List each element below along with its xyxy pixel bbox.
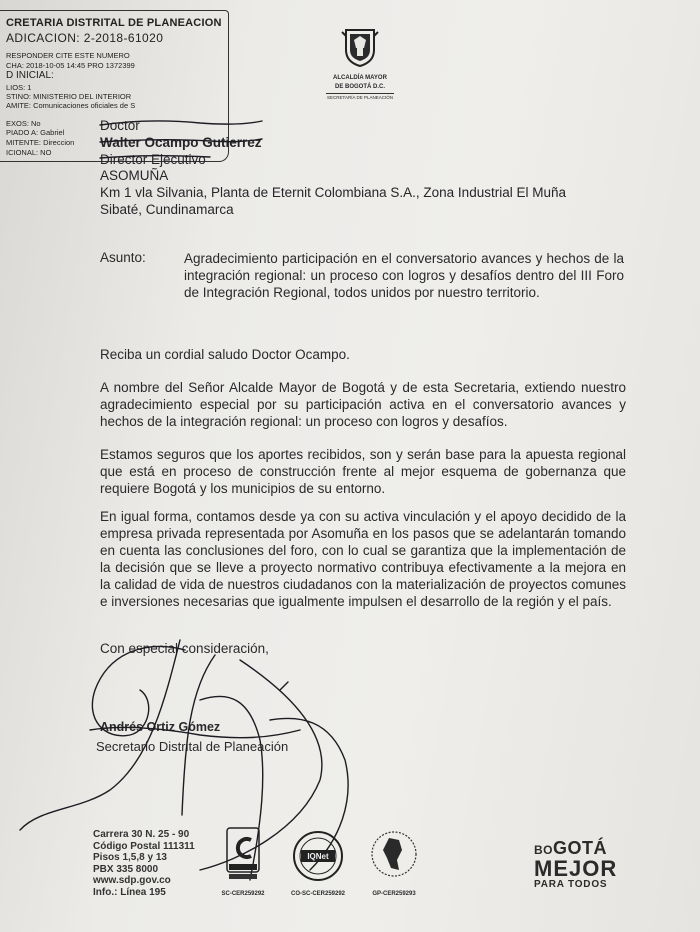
stamp-line: D INICIAL: [6,70,54,81]
brand-word: GOTÁ [553,838,607,858]
cert-code: GP-CER259293 [372,891,416,897]
recipient-city: Sibaté, Cundinamarca [100,202,234,217]
brand-line: MEJOR [534,856,618,881]
subject-label: Asunto: [100,250,146,265]
stamp-line: PIADO A: Gabriel [6,128,65,137]
stamp-line: STINO: MINISTERIO DEL INTERIOR [6,92,132,101]
coat-of-arms-icon [340,26,380,68]
greeting: Reciba un cordial saludo Doctor Ocampo. [100,347,350,362]
address-line: Carrera 30 N. 25 - 90 [93,829,190,840]
body-paragraph: En igual forma, contamos desde ya con su activa vinculación y el apoyo decidido de la empresa privada representada por Asomuña en los pasos que se adelantarán tomando en cuenta las conclusiones del foro, con lo cual se garantiza que la implementación de la decisión que se lleve a proyecto normativo contribuya efectivamente a la mejora en la calidad de vida de nuestros ciudadanos con la materialización de proyectos comunes e inversiones necesarias que igualmente impulsen el desarrollo de la región y el país. [100,509,626,609]
entity-name-line: DE BOGOTÁ D.C. [334,84,385,90]
iqnet-cert [282,828,354,897]
recipient-salutation: Doctor [100,118,140,133]
stamp-line: MITENTE: Direccion [6,138,75,147]
stamp-line: EXOS: No [6,119,41,128]
divider [326,93,394,94]
subject-text: Agradecimiento participación en el conversatorio avances y hechos de la integración regional: un proceso con logros y desafíos dentro del III Foro de Integración Regional, todos unidos por nuestro territorio. [184,251,624,300]
stamp-line: LIOS: 1 [6,83,32,92]
recipient-org: ASOMUÑA [100,168,169,183]
bogota-mejor-logo [534,838,644,890]
stamp-line: CHA: 2018-10-05 14:45 PRO 1372399 [6,61,135,70]
icontec-logo-icon [223,826,263,884]
brand-prefix: BO [534,843,553,857]
cert-code: CO-SC-CER259292 [290,891,346,897]
brand-line: PARA TODOS [534,879,608,890]
svg-text:IQNet: IQNet [307,852,329,861]
address-line: PBX 335 8000 [93,863,159,875]
body-paragraph: A nombre del Señor Alcalde Mayor de Bogotá y de esta Secretaria, extiendo nuestro agradecimiento especial por su participación activa en el conversatorio avances y hechos de la integración regional: un proceso con logros y desafíos. [100,380,626,429]
entity-name-line: ALCALDÍA MAYOR [333,75,387,81]
stamp-line: RESPONDER CITE ESTE NUMERO [6,51,130,60]
recipient-name: Walter Ocampo Gutierrez [100,135,262,150]
footer-address [93,829,195,898]
iqnet-logo-icon [292,828,344,884]
colombia-map-icon [369,828,419,884]
body-paragraph: Estamos seguros que los aportes recibidos, son y serán base para la apuesta regional que está en proceso de construcción frente al mejor esquema de gobernanza que requiere Bogotá y los municipios de su entorno. [100,447,626,496]
address-line: www.sdp.gov.co [93,875,171,886]
address-line: Pisos 1,5,8 y 13 [93,852,167,863]
signer-role: Secretario Distrital de Planeación [96,739,289,754]
entity-dept: SECRETARÍA DE PLANEACIÓN [327,95,393,100]
cert-code: SC-CER259292 [221,891,265,897]
recipient-address: Km 1 vla Silvania, Planta de Eternit Colombiana S.A., Zona Industrial El Muña [100,185,566,200]
alcaldia-logo [322,26,398,100]
stamp-line: AMITE: Comunicaciones oficiales de S [6,101,136,110]
address-line: Código Postal 111311 [93,840,195,852]
address-line: Info.: Línea 195 [93,886,166,898]
gp-cert [364,828,424,897]
stamp-line: CRETARIA DISTRITAL DE PLANEACION [6,17,222,29]
icontec-cert [216,826,270,897]
stamp-line: ICIONAL: NO [6,148,52,157]
closing: Con especial consideración, [100,641,269,656]
recipient-title: Director Ejecutivo [100,152,206,167]
stamp-line: ADICACION: 2-2018-61020 [6,31,164,45]
signer-name: Andrés Ortiz Gómez [100,720,221,734]
